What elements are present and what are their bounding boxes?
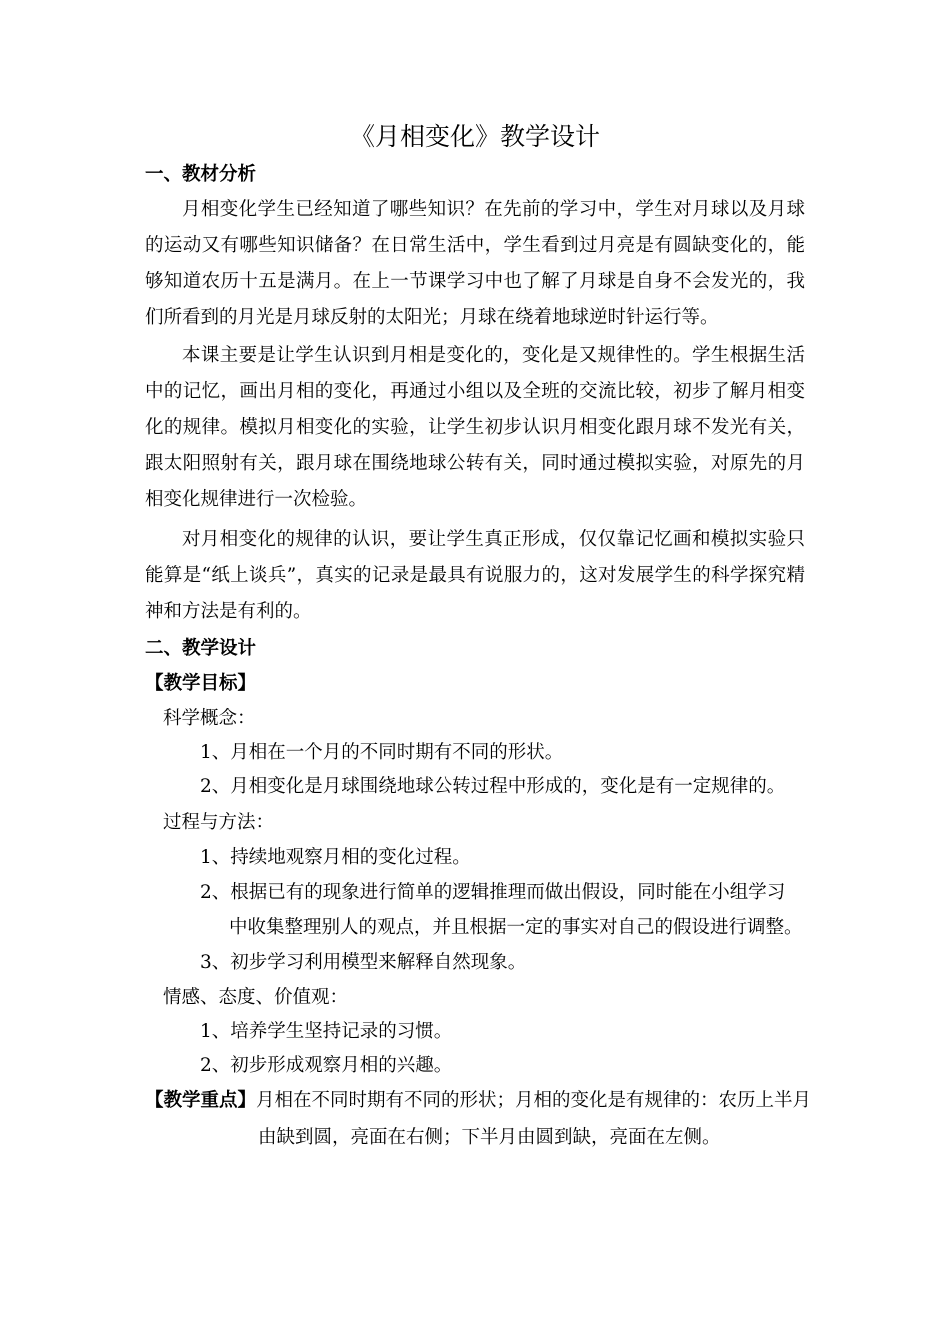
document-title: 《月相变化》教学设计 (349, 122, 600, 151)
key-points-text-1: 月相在不同时期有不同的形状；月相的变化是有规律的：农历上半月 (256, 1090, 812, 1111)
objective-item: 2、月相变化是月球围绕地球公转过程中形成的，变化是有一定规律的。 (200, 776, 786, 797)
analysis-paragraph-3: 对月相变化的规律的认识，要让学生真正形成，仅仅靠记忆画和模拟实验只能算是“纸上谈兵”，真实的记录是最具有说服力的，这对发展学生的科学探究精神和方法是有利的。 (145, 529, 805, 622)
objective-item: 2、根据已有的现象进行简单的逻辑推理而做出假设，同时能在小组学习 (200, 882, 786, 903)
group-label-process: 过程与方法： (163, 812, 275, 833)
section-heading-design: 二、教学设计 (145, 638, 257, 659)
objective-item: 2、初步形成观察月相的兴趣。 (200, 1055, 453, 1076)
key-points-line-2: 由缺到圆，亮面在右侧；下半月由圆到缺，亮面在左侧。 (258, 1127, 721, 1148)
group-label-attitude: 情感、态度、价值观： (163, 987, 349, 1008)
objective-item: 3、初步学习利用模型来解释自然现象。 (200, 952, 527, 973)
objective-item-continued: 中收集整理别人的观点，并且根据一定的事实对自己的假设进行调整。 (229, 917, 803, 938)
key-points-line-1 (145, 1088, 811, 1114)
section-heading-analysis: 一、教材分析 (145, 164, 257, 185)
objective-item: 1、培养学生坚持记录的习惯。 (200, 1021, 453, 1042)
analysis-paragraph-2: 本课主要是让学生认识到月相是变化的，变化是又规律性的。学生根据生活中的记忆，画出月相的变化，再通过小组以及全班的交流比较，初步了解月相变化的规律。模拟月相变化的实验，让学生初步认识月相变化跟月球不发光有关，跟太阳照射有关，跟月球在围绕地球公转有关，同时通过模拟实验，对原先的月相变化规律进行一次检验。 (145, 345, 805, 510)
objective-item: 1、月相在一个月的不同时期有不同的形状。 (200, 742, 564, 763)
group-label-concepts: 科学概念： (163, 708, 256, 729)
objectives-label: 【教学目标】 (145, 673, 257, 694)
key-points-label: 【教学重点】 (145, 1090, 257, 1111)
objective-item: 1、持续地观察月相的变化过程。 (200, 847, 471, 868)
analysis-paragraph-1: 月相变化学生已经知道了哪些知识？在先前的学习中，学生对月球以及月球的运动又有哪些知识储备？在日常生活中，学生看到过月亮是有圆缺变化的，能够知道农历十五是满月。在上一节课学习中也了解了月球是自身不会发光的，我们所看到的月光是月球反射的太阳光；月球在绕着地球逆时针运行等。 (145, 199, 805, 328)
